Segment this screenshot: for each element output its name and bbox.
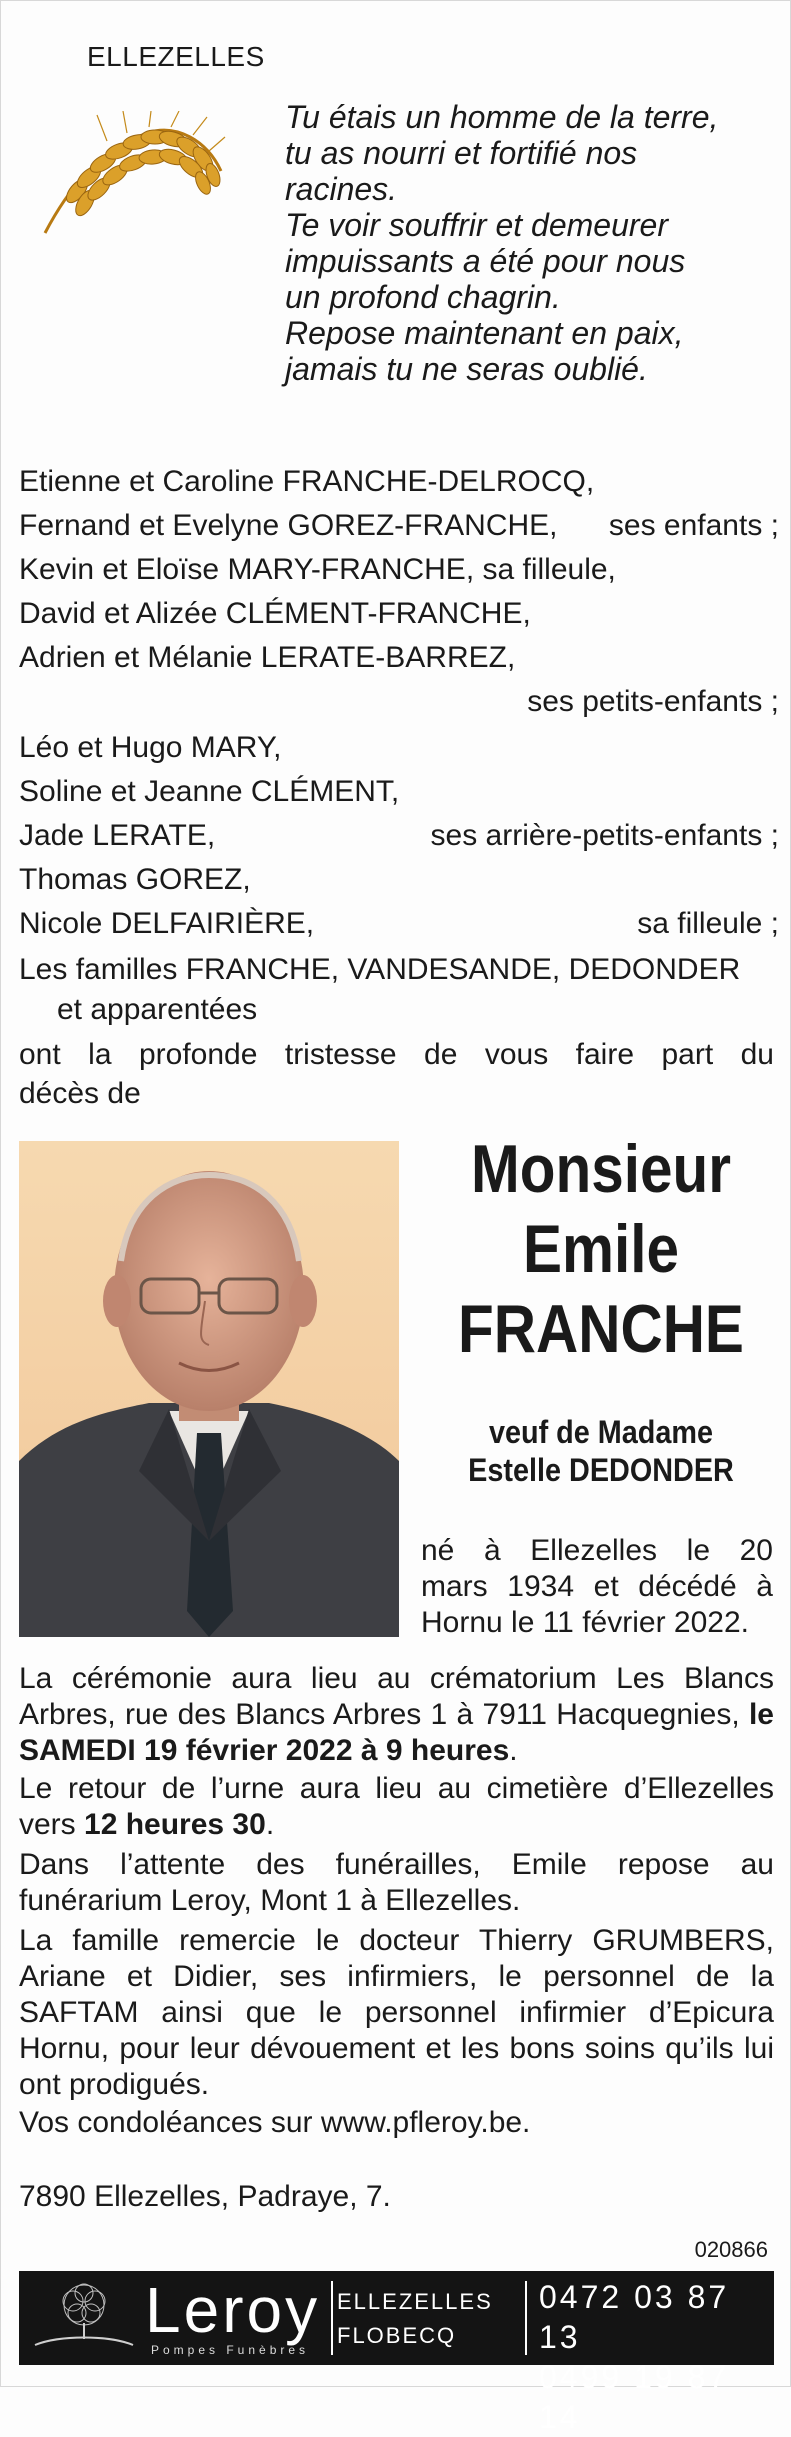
family-line xyxy=(19,905,779,943)
deceased-last-name: FRANCHE xyxy=(458,1291,744,1367)
divider xyxy=(525,2281,527,2355)
family-line: Kevin et Eloïse MARY-FRANCHE, sa filleule, xyxy=(19,553,616,586)
poem xyxy=(285,99,765,387)
family-line xyxy=(19,507,779,545)
brand-subtitle: Pompes Funèbres xyxy=(151,2343,310,2357)
announcement-line: ont la profonde tristesse de vous faire part du xyxy=(19,1038,774,1071)
poem-line: impuissants a été pour nous xyxy=(285,243,686,279)
phone-numbers xyxy=(539,2277,774,2437)
branch-town: ELLEZELLES xyxy=(337,2289,493,2314)
family-role: ses petits-enfants ; xyxy=(527,685,779,718)
birth-line: né à Ellezelles le 20 xyxy=(421,1534,773,1567)
ceremony-end: . xyxy=(509,1734,518,1767)
widow-of xyxy=(439,1413,763,1489)
brand-name: Leroy xyxy=(145,2274,321,2346)
condolences-link[interactable]: Vos condoléances sur www.pfleroy.be. xyxy=(19,2106,531,2139)
phone-number[interactable]: 0472 03 87 13 xyxy=(539,2279,730,2355)
ceremony-info xyxy=(19,1661,774,1769)
funeral-home-banner xyxy=(19,2271,774,2435)
portrait-illustration xyxy=(19,1141,399,1637)
reference-number: 020866 xyxy=(694,2237,768,2262)
poem-line: jamais tu ne seras oublié. xyxy=(285,351,648,387)
family-name: Jade LERATE, xyxy=(19,819,216,852)
widow-line: veuf de Madame xyxy=(488,1414,714,1450)
ceremony-text: La cérémonie aura lieu au crématorium Les Blancs Arbres, rue des Blancs Arbres 1 à 7911 Hacquegnies, xyxy=(19,1662,774,1731)
phone-number[interactable]: 0499 19 87 14 xyxy=(539,2359,730,2435)
urn-time: 12 heures 30 xyxy=(84,1808,266,1841)
family-line: et apparentées xyxy=(57,993,258,1026)
family-line: Thomas GOREZ, xyxy=(19,863,251,896)
birth-death-info xyxy=(421,1533,773,1641)
branch-town: FLOBECQ xyxy=(337,2323,457,2348)
family-line: Soline et Jeanne CLÉMENT, xyxy=(19,775,400,808)
family-line: Les familles FRANCHE, VANDESANDE, DEDONDER xyxy=(19,953,741,986)
poem-line: Repose maintenant en paix, xyxy=(285,315,684,351)
branch-towns xyxy=(337,2285,493,2353)
urn-text: Le retour de l’urne aura lieu au cimetière d’Ellezelles vers xyxy=(19,1772,774,1841)
urn-end: . xyxy=(265,1808,275,1841)
family-role: ses arrière-petits-enfants ; xyxy=(430,819,779,852)
waiting-info: Dans l’attente des funérailles, Emile repose au funérarium Leroy, Mont 1 à Ellezelles. xyxy=(19,1848,774,1917)
deceased-first-name: Emile xyxy=(522,1211,680,1287)
family-line xyxy=(19,817,779,855)
announcement-line: décès de xyxy=(19,1077,141,1110)
family-role: ses enfants ; xyxy=(608,509,779,542)
family-line: Adrien et Mélanie LERATE-BARREZ, xyxy=(19,641,516,674)
portrait-photo xyxy=(19,1141,399,1637)
header-town: ELLEZELLES xyxy=(87,41,265,72)
birth-line: Hornu le 11 février 2022. xyxy=(421,1606,749,1639)
widow-line: Estelle DEDONDER xyxy=(468,1452,734,1488)
family-line: Léo et Hugo MARY, xyxy=(19,731,282,764)
thanks-info: La famille remercie le docteur Thierry GRUMBERS, Ariane et Didier, ses infirmiers, le personnel de la SAFTAM ainsi que le personnel infirmier d’Epicura Hornu, pour leur dévouement et les bons soins qu’ils lui ont prodigués. xyxy=(19,1924,774,2101)
tree-logo-icon xyxy=(29,2279,139,2357)
poem-line: tu as nourri et fortifié nos xyxy=(285,135,638,171)
family-name: Fernand et Evelyne GOREZ-FRANCHE, xyxy=(19,509,558,542)
divider xyxy=(331,2281,333,2355)
poem-line: Tu étais un homme de la terre, xyxy=(285,99,719,135)
family-name: Nicole DELFAIRIÈRE, xyxy=(19,907,315,940)
deceased-title: Monsieur xyxy=(471,1131,731,1207)
ceremony-date: le SAMEDI 19 février 2022 à 9 heures xyxy=(19,1698,774,1767)
birth-line: mars 1934 et décédé à xyxy=(421,1570,773,1603)
poem-line: racines. xyxy=(285,171,398,207)
urn-info xyxy=(19,1771,774,1843)
family-role: sa filleule ; xyxy=(637,907,779,940)
wheat-icon xyxy=(37,111,227,241)
poem-line: Te voir souffrir et demeurer xyxy=(285,207,668,243)
poem-line: un profond chagrin. xyxy=(285,279,561,315)
family-line: Etienne et Caroline FRANCHE-DELROCQ, xyxy=(19,465,595,498)
family-address: 7890 Ellezelles, Padraye, 7. xyxy=(19,2180,391,2213)
family-line: David et Alizée CLÉMENT-FRANCHE, xyxy=(19,597,531,630)
